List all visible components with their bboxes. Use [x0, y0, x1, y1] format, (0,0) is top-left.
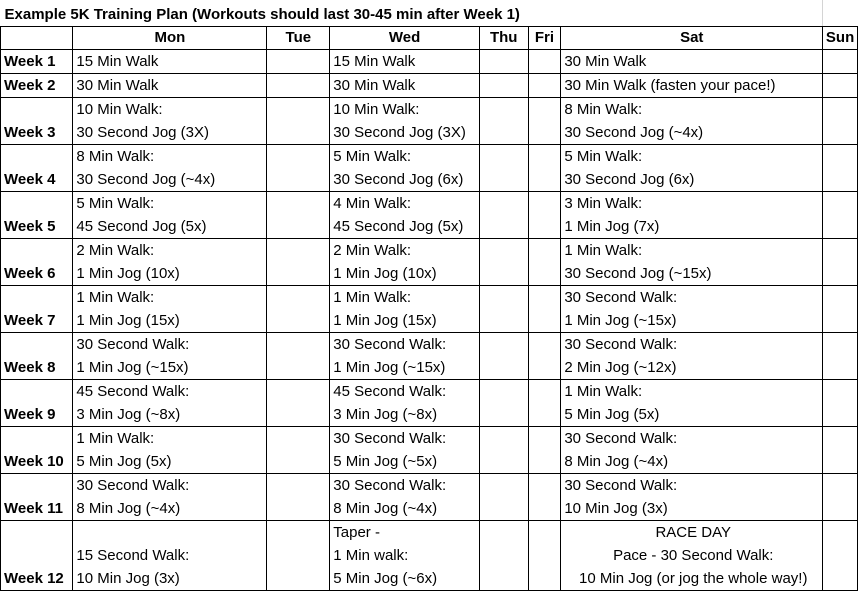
week-label[interactable]: Week 11 — [1, 474, 73, 521]
tue-cell[interactable] — [267, 333, 330, 380]
workout-line: 3 Min Walk: — [564, 195, 643, 212]
fri-cell[interactable] — [528, 286, 561, 333]
workout-line: 8 Min Jog (~4x) — [333, 500, 438, 517]
workout-line: 5 Min Jog (~6x) — [333, 570, 438, 587]
workout-line: 1 Min Walk: — [76, 289, 155, 306]
table-row — [1, 50, 858, 74]
sat-cell[interactable] — [561, 50, 823, 74]
workout-line: 1 Min Jog (~15x) — [564, 312, 677, 329]
workout-line: 5 Min Jog (~5x) — [333, 453, 438, 470]
tue-cell[interactable] — [267, 239, 330, 286]
table-row — [1, 474, 858, 521]
workout-line: 45 Second Jog (5x) — [333, 218, 464, 235]
week-label[interactable]: Week 4 — [1, 145, 73, 192]
workout-line: 10 Min Jog (3x) — [564, 500, 668, 517]
workout-line: Pace - 30 Second Walk: — [613, 547, 774, 564]
workout-line: Taper - — [333, 524, 380, 541]
week-label[interactable]: Week 10 — [1, 427, 73, 474]
wed-cell[interactable] — [330, 286, 480, 333]
tue-cell[interactable] — [267, 521, 330, 591]
wed-cell[interactable] — [330, 145, 480, 192]
mon-cell[interactable] — [73, 50, 267, 74]
workout-line: 15 Min Walk — [333, 53, 416, 70]
fri-cell[interactable] — [528, 74, 561, 98]
header-sun[interactable]: Sun — [823, 27, 858, 50]
header-mon[interactable]: Mon — [73, 27, 267, 50]
sun-cell[interactable] — [823, 286, 858, 333]
sat-cell[interactable] — [561, 239, 823, 286]
workout-line: 3 Min Jog (~8x) — [333, 406, 438, 423]
tue-cell[interactable] — [267, 98, 330, 145]
workout-line: 30 Second Jog (3X) — [333, 124, 466, 141]
spacer — [76, 521, 266, 544]
workout-line: 30 Second Walk: — [564, 336, 678, 353]
thu-cell[interactable] — [479, 192, 528, 239]
workout-line: 5 Min Walk: — [76, 195, 155, 212]
header-week[interactable] — [1, 27, 73, 50]
workout-line: 1 Min Jog (15x) — [76, 312, 180, 329]
fri-cell[interactable] — [528, 427, 561, 474]
workout-line: 15 Min Walk — [76, 53, 159, 70]
workout-line: 4 Min Walk: — [333, 195, 412, 212]
workout-line: 10 Min Walk: — [76, 101, 163, 118]
thu-cell[interactable] — [479, 50, 528, 74]
workout-line: 1 Min Walk: — [564, 242, 643, 259]
workout-line: 45 Second Walk: — [333, 383, 447, 400]
workout-line: 10 Min Jog (or jog the whole way!) — [579, 570, 808, 587]
thu-cell[interactable] — [479, 145, 528, 192]
workout-line: 30 Second Walk: — [564, 430, 678, 447]
fri-cell[interactable] — [528, 50, 561, 74]
thu-cell[interactable] — [479, 286, 528, 333]
workout-line: 1 Min walk: — [333, 547, 409, 564]
week-label[interactable]: Week 5 — [1, 192, 73, 239]
mon-cell[interactable] — [73, 192, 267, 239]
sun-cell[interactable] — [823, 50, 858, 74]
mon-cell[interactable] — [73, 239, 267, 286]
workout-line: 10 Min Walk: — [333, 101, 420, 118]
header-fri[interactable]: Fri — [528, 27, 561, 50]
fri-cell[interactable] — [528, 521, 561, 591]
sat-cell[interactable] — [561, 98, 823, 145]
week-label[interactable]: Week 2 — [1, 74, 73, 98]
workout-line: 30 Second Jog (3X) — [76, 124, 210, 141]
mon-cell[interactable] — [73, 380, 267, 427]
sun-cell[interactable] — [823, 192, 858, 239]
workout-line: 30 Min Walk — [333, 77, 416, 94]
table-row — [1, 427, 858, 474]
week-label[interactable]: Week 12 — [1, 521, 73, 591]
wed-cell[interactable] — [330, 474, 480, 521]
sun-cell[interactable] — [823, 239, 858, 286]
workout-line: 45 Second Jog (5x) — [76, 218, 207, 235]
wed-cell[interactable] — [330, 380, 480, 427]
sat-cell[interactable] — [561, 192, 823, 239]
sat-cell[interactable] — [561, 333, 823, 380]
table-row — [1, 74, 858, 98]
sun-cell[interactable] — [823, 521, 858, 591]
workout-line: 1 Min Walk: — [564, 383, 643, 400]
tue-cell[interactable] — [267, 427, 330, 474]
workout-line: 30 Second Walk: — [76, 477, 190, 494]
table-row — [1, 239, 858, 286]
workout-line: 1 Min Jog (~15x) — [333, 359, 446, 376]
sat-cell[interactable] — [561, 74, 823, 98]
workout-line: 15 Second Walk: — [76, 547, 190, 564]
table-row — [1, 286, 858, 333]
thu-cell[interactable] — [479, 239, 528, 286]
workout-line: 1 Min Walk: — [333, 289, 412, 306]
thu-cell[interactable] — [479, 98, 528, 145]
mon-cell[interactable] — [73, 521, 267, 591]
workout-line: 10 Min Jog (3x) — [76, 570, 180, 587]
workout-line: 30 Second Walk: — [333, 336, 447, 353]
workout-line: 30 Min Walk — [76, 77, 159, 94]
fri-cell[interactable] — [528, 145, 561, 192]
week-label[interactable]: Week 1 — [1, 50, 73, 74]
thu-cell[interactable] — [479, 74, 528, 98]
thu-cell[interactable] — [479, 427, 528, 474]
week-label[interactable]: Week 9 — [1, 380, 73, 427]
mon-cell[interactable] — [73, 427, 267, 474]
workout-line: 1 Min Walk: — [76, 430, 155, 447]
sat-cell[interactable] — [561, 427, 823, 474]
mon-cell[interactable] — [73, 145, 267, 192]
tue-cell[interactable] — [267, 74, 330, 98]
workout-line: 8 Min Walk: — [564, 101, 643, 118]
wed-cell[interactable] — [330, 521, 480, 591]
sun-cell[interactable] — [823, 98, 858, 145]
sun-cell[interactable] — [823, 145, 858, 192]
workout-line: 2 Min Walk: — [76, 242, 155, 259]
fri-cell[interactable] — [528, 239, 561, 286]
sat-cell[interactable] — [561, 521, 823, 591]
workout-line: 30 Second Jog (6x) — [564, 171, 695, 188]
fri-cell[interactable] — [528, 333, 561, 380]
workout-line: 5 Min Walk: — [564, 148, 643, 165]
workout-line: 2 Min Jog (~12x) — [564, 359, 677, 376]
wed-cell[interactable] — [330, 239, 480, 286]
workout-line: 8 Min Walk: — [76, 148, 155, 165]
workout-line: 5 Min Jog (5x) — [564, 406, 660, 423]
wed-cell[interactable] — [330, 192, 480, 239]
thu-cell[interactable] — [479, 474, 528, 521]
mon-cell[interactable] — [73, 286, 267, 333]
workout-line: 8 Min Jog (~4x) — [564, 453, 669, 470]
week-label[interactable]: Week 3 — [1, 98, 73, 145]
thu-cell[interactable] — [479, 380, 528, 427]
sat-cell[interactable] — [561, 145, 823, 192]
fri-cell[interactable] — [528, 192, 561, 239]
week-label[interactable]: Week 8 — [1, 333, 73, 380]
tue-cell[interactable] — [267, 286, 330, 333]
thu-cell[interactable] — [479, 333, 528, 380]
workout-line: 30 Min Walk — [564, 53, 647, 70]
tue-cell[interactable] — [267, 474, 330, 521]
header-row — [1, 27, 858, 50]
title-row — [1, 0, 858, 27]
header-wed[interactable]: Wed — [330, 27, 480, 50]
workout-line: 1 Min Jog (10x) — [333, 265, 437, 282]
sun-cell[interactable] — [823, 333, 858, 380]
table-row — [1, 333, 858, 380]
workout-line: 5 Min Walk: — [333, 148, 412, 165]
mon-cell[interactable] — [73, 333, 267, 380]
workout-line: 8 Min Jog (~4x) — [76, 500, 181, 517]
workout-line: 30 Second Walk: — [564, 289, 678, 306]
mon-cell[interactable] — [73, 98, 267, 145]
workout-line: 3 Min Jog (~8x) — [76, 406, 181, 423]
sun-cell[interactable] — [823, 474, 858, 521]
week-label[interactable]: Week 6 — [1, 239, 73, 286]
workout-line: 5 Min Jog (5x) — [76, 453, 172, 470]
fri-cell[interactable] — [528, 380, 561, 427]
workout-line: 30 Second Walk: — [76, 336, 190, 353]
workout-line: 30 Second Jog (~4x) — [564, 124, 704, 141]
tue-cell[interactable] — [267, 50, 330, 74]
workout-line: 30 Second Jog (~4x) — [76, 171, 216, 188]
table-row — [1, 192, 858, 239]
tue-cell[interactable] — [267, 145, 330, 192]
fri-cell[interactable] — [528, 98, 561, 145]
table-row — [1, 145, 858, 192]
week-label[interactable]: Week 7 — [1, 286, 73, 333]
wed-cell[interactable] — [330, 333, 480, 380]
fri-cell[interactable] — [528, 474, 561, 521]
sat-cell[interactable] — [561, 286, 823, 333]
workout-line: 30 Second Walk: — [564, 477, 678, 494]
header-sat[interactable]: Sat — [561, 27, 823, 50]
workout-line: 30 Second Jog (~15x) — [564, 265, 712, 282]
table-row — [1, 380, 858, 427]
wed-cell[interactable] — [330, 50, 480, 74]
wed-cell[interactable] — [330, 74, 480, 98]
sheet-title[interactable]: Example 5K Training Plan (Workouts should last 30-45 min after Week 1) — [1, 0, 823, 27]
header-tue[interactable]: Tue — [267, 27, 330, 50]
workout-line: 1 Min Jog (15x) — [333, 312, 437, 329]
workout-line: 30 Second Walk: — [333, 477, 447, 494]
wed-cell[interactable] — [330, 98, 480, 145]
mon-cell[interactable] — [73, 474, 267, 521]
tue-cell[interactable] — [267, 380, 330, 427]
sun-cell[interactable] — [823, 74, 858, 98]
table-row — [1, 521, 858, 591]
empty-cell[interactable] — [823, 0, 858, 27]
workout-line: 1 Min Jog (7x) — [564, 218, 660, 235]
workout-line: 45 Second Walk: — [76, 383, 190, 400]
thu-cell[interactable] — [479, 521, 528, 591]
workout-line: RACE DAY — [655, 524, 732, 541]
tue-cell[interactable] — [267, 192, 330, 239]
header-thu[interactable]: Thu — [479, 27, 528, 50]
workout-line: 2 Min Walk: — [333, 242, 412, 259]
sun-cell[interactable] — [823, 427, 858, 474]
sun-cell[interactable] — [823, 380, 858, 427]
workout-line: 1 Min Jog (~15x) — [76, 359, 189, 376]
sat-cell[interactable] — [561, 380, 823, 427]
sat-cell[interactable] — [561, 474, 823, 521]
workout-line: 30 Second Walk: — [333, 430, 447, 447]
workout-line: 30 Second Jog (6x) — [333, 171, 464, 188]
mon-cell[interactable] — [73, 74, 267, 98]
wed-cell[interactable] — [330, 427, 480, 474]
workout-line: 30 Min Walk (fasten your pace!) — [564, 77, 776, 94]
table-row — [1, 98, 858, 145]
workout-line: 1 Min Jog (10x) — [76, 265, 180, 282]
